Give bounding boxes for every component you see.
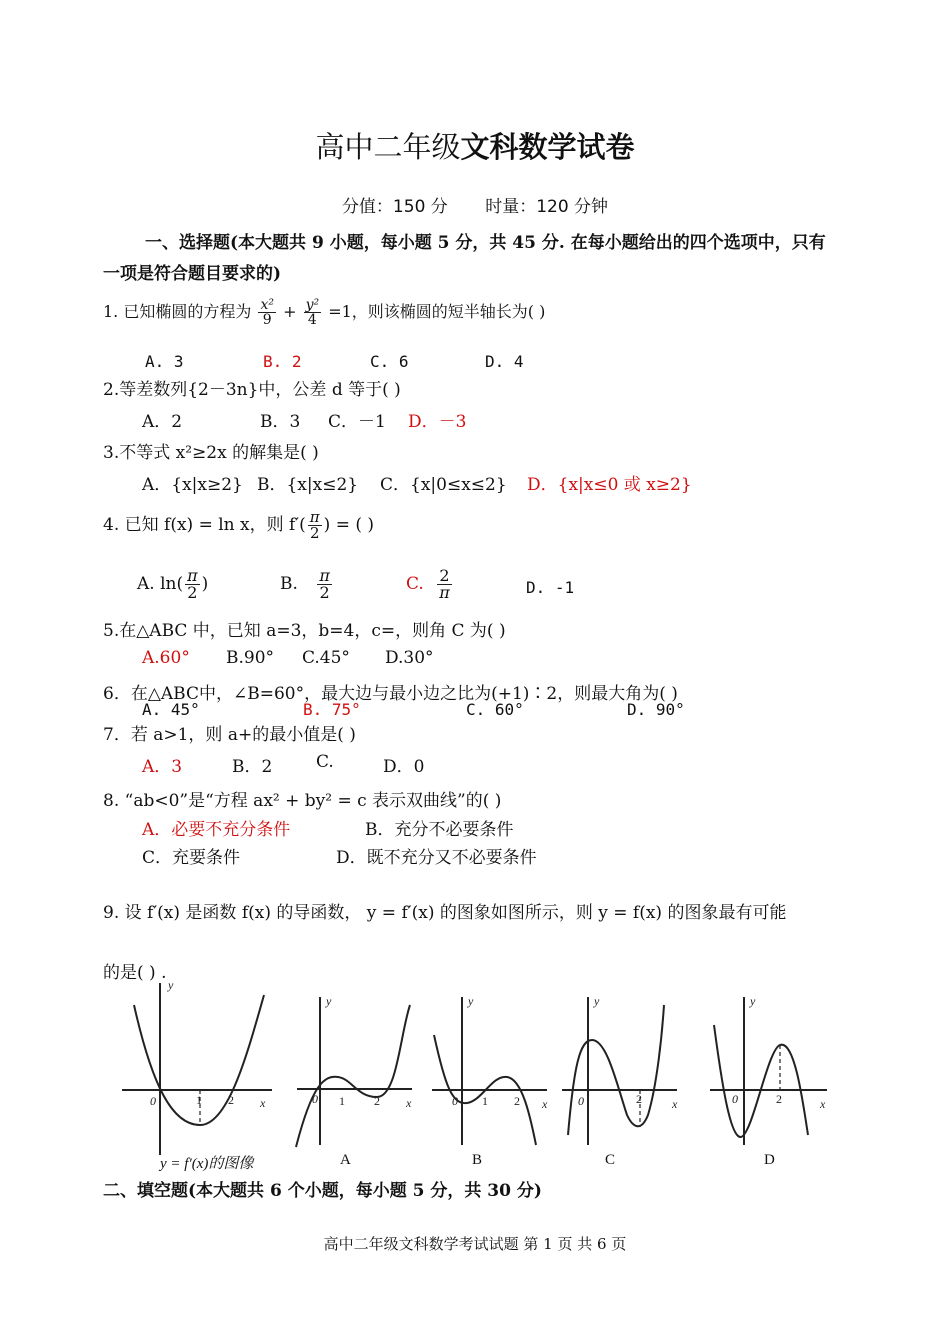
q8-option-b: B．充分不必要条件: [365, 820, 514, 840]
svg-text:2: 2: [514, 1094, 520, 1108]
q3-option-b: B．{x|x≤2}: [257, 475, 359, 495]
q8-option-c: C．充要条件: [142, 848, 241, 868]
q5-option-a: A.60°: [142, 648, 190, 668]
question-3: 3.不等式 x²≥2x 的解集是( ): [103, 443, 319, 463]
question-9-line2: 的是( ) .: [103, 963, 167, 983]
q1-option-d: D. 4: [485, 352, 524, 371]
section1-heading-line1: 一、选择题(本大题共 9 小题，每小题 5 分，共 45 分. 在每小题给出的四个选项中，只有: [145, 233, 826, 253]
q8-option-a: A．必要不充分条件: [142, 820, 291, 840]
q4-prefix: 4. 已知 f(x) = ln x，则 f′(: [103, 515, 306, 535]
title-normal: 高中二年级: [315, 130, 461, 164]
q1-option-a: A. 3: [145, 352, 184, 371]
q1-fraction-y: $\frac{\text{y²}}{4}$: [305, 297, 320, 328]
svg-text:1: 1: [482, 1094, 488, 1108]
q4-suffix: ) = ( ): [323, 515, 375, 535]
q9-graphs: [112, 975, 857, 1175]
q5-option-b: B.90°: [226, 648, 275, 668]
q6-option-c: C. 60°: [466, 700, 524, 719]
q4-option-c: C. $\frac{2}{\pi}$: [406, 566, 450, 602]
svg-text:x: x: [406, 1096, 412, 1110]
q3-option-a: A．{x|x≥2}: [142, 475, 243, 495]
score-info: 分值：150 分: [341, 197, 448, 217]
page-title: [0, 125, 950, 166]
q4-option-a: A. ln( $\frac{\pi}{2}$ ): [137, 566, 209, 602]
graph-d: [710, 997, 827, 1145]
question-6: 6．在△ABC中，∠B=60°，最大边与最小边之比为(+1)∶2，则最大角为( ): [103, 684, 678, 704]
svg-text:2: 2: [636, 1092, 642, 1106]
exam-meta: [0, 192, 950, 217]
question-7: 7．若 a>1，则 a+的最小值是( ): [103, 725, 356, 745]
svg-text:x: x: [820, 1097, 826, 1111]
svg-text:0: 0: [452, 1094, 458, 1108]
svg-text:y: y: [168, 978, 174, 992]
q5-option-d: D.30°: [385, 648, 434, 668]
svg-text:y: y: [326, 994, 332, 1008]
q2-option-b: B．3: [260, 412, 301, 432]
svg-text:0: 0: [312, 1092, 318, 1106]
q1-suffix: =1，则该椭圆的短半轴长为( ): [328, 302, 546, 321]
svg-text:2: 2: [374, 1094, 380, 1108]
svg-text:2: 2: [228, 1093, 234, 1107]
svg-text:x: x: [542, 1097, 548, 1111]
q6-option-a: A. 45°: [142, 700, 200, 719]
svg-text:1: 1: [339, 1094, 345, 1108]
svg-text:2: 2: [776, 1092, 782, 1106]
q8-option-d: D．既不充分又不必要条件: [336, 848, 537, 868]
graph-a: [296, 997, 412, 1147]
q1-option-b: B. 2: [263, 352, 302, 371]
svg-text:y: y: [750, 994, 756, 1008]
section2-heading: 二、填空题(本大题共 6 个小题，每小题 5 分，共 30 分): [103, 1181, 542, 1201]
svg-text:x: x: [672, 1097, 678, 1111]
question-8: 8. “ab<0”是“方程 ax² + by² = c 表示双曲线”的( ): [103, 791, 502, 811]
section1-heading-line2: 一项是符合题目要求的): [103, 264, 282, 284]
graph-d-label: D: [764, 1152, 775, 1168]
time-info: 时量：120 分钟: [485, 197, 609, 217]
q5-option-c: C.45°: [302, 648, 350, 668]
q2-option-d: D．－3: [408, 412, 467, 432]
question-2: 2.等差数列{2－3n}中，公差 d 等于( ): [103, 380, 401, 400]
q7-option-c: C.: [316, 752, 334, 772]
graph-c: [562, 997, 677, 1145]
question-5: 5.在△ABC 中，已知 a=3，b=4，c=，则角 C 为( ): [103, 621, 506, 641]
q6-option-d: D. 90°: [627, 700, 685, 719]
question-9-line1: 9. 设 f′(x) 是函数 f(x) 的导函数， y = f′(x) 的图象如图所示，则 y = f(x) 的图象最有可能: [103, 903, 787, 923]
page-footer: 高中二年级文科数学考试试题 第 1 页 共 6 页: [323, 1235, 627, 1253]
graph-b: [432, 997, 547, 1145]
graph-a-label: A: [340, 1152, 351, 1168]
question-4: [103, 510, 374, 541]
q4-fraction-pi-2: $\frac{\pi}{2}$: [309, 508, 320, 542]
q3-option-d: D．{x|x≤0 或 x≥2}: [527, 475, 692, 495]
svg-text:x: x: [260, 1096, 266, 1110]
q7-option-a: A．3: [142, 757, 183, 777]
graph-c-label: C: [605, 1152, 616, 1168]
q1-option-c: C. 6: [370, 352, 409, 371]
svg-text:y: y: [468, 994, 474, 1008]
derivative-graph: [122, 983, 272, 1155]
svg-text:0: 0: [578, 1094, 584, 1108]
svg-text:0: 0: [732, 1092, 738, 1106]
q4-option-b: B. $\frac{\pi}{2}$: [280, 566, 330, 602]
q6-option-b: B. 75°: [303, 700, 361, 719]
q1-fraction-x: $\frac{\text{x²}}{9}$: [260, 297, 274, 328]
title-bold: 文科数学试卷: [460, 130, 635, 164]
svg-text:0: 0: [150, 1094, 156, 1108]
q1-prefix: 1. 已知椭圆的方程为: [103, 302, 252, 321]
q7-option-d: D．0: [383, 757, 425, 777]
q4-option-d: D. -1: [526, 578, 575, 597]
q2-option-a: A．2: [142, 412, 183, 432]
graph-b-label: B: [472, 1152, 483, 1168]
derivative-graph-caption: y = f′(x)的图像: [160, 1156, 254, 1172]
svg-text:1: 1: [196, 1093, 202, 1107]
q3-option-c: C．{x|0≤x≤2}: [380, 475, 507, 495]
svg-text:y: y: [594, 994, 600, 1008]
q7-option-b: B．2: [232, 757, 273, 777]
question-1: 1. 已知椭圆的方程为 $\frac{\text{x²}}{9}$ + $\frac{\text{y²}}{4}$ =1，则该椭圆的短半轴长为( ): [103, 297, 546, 328]
q2-option-c: C．－1: [328, 412, 386, 432]
